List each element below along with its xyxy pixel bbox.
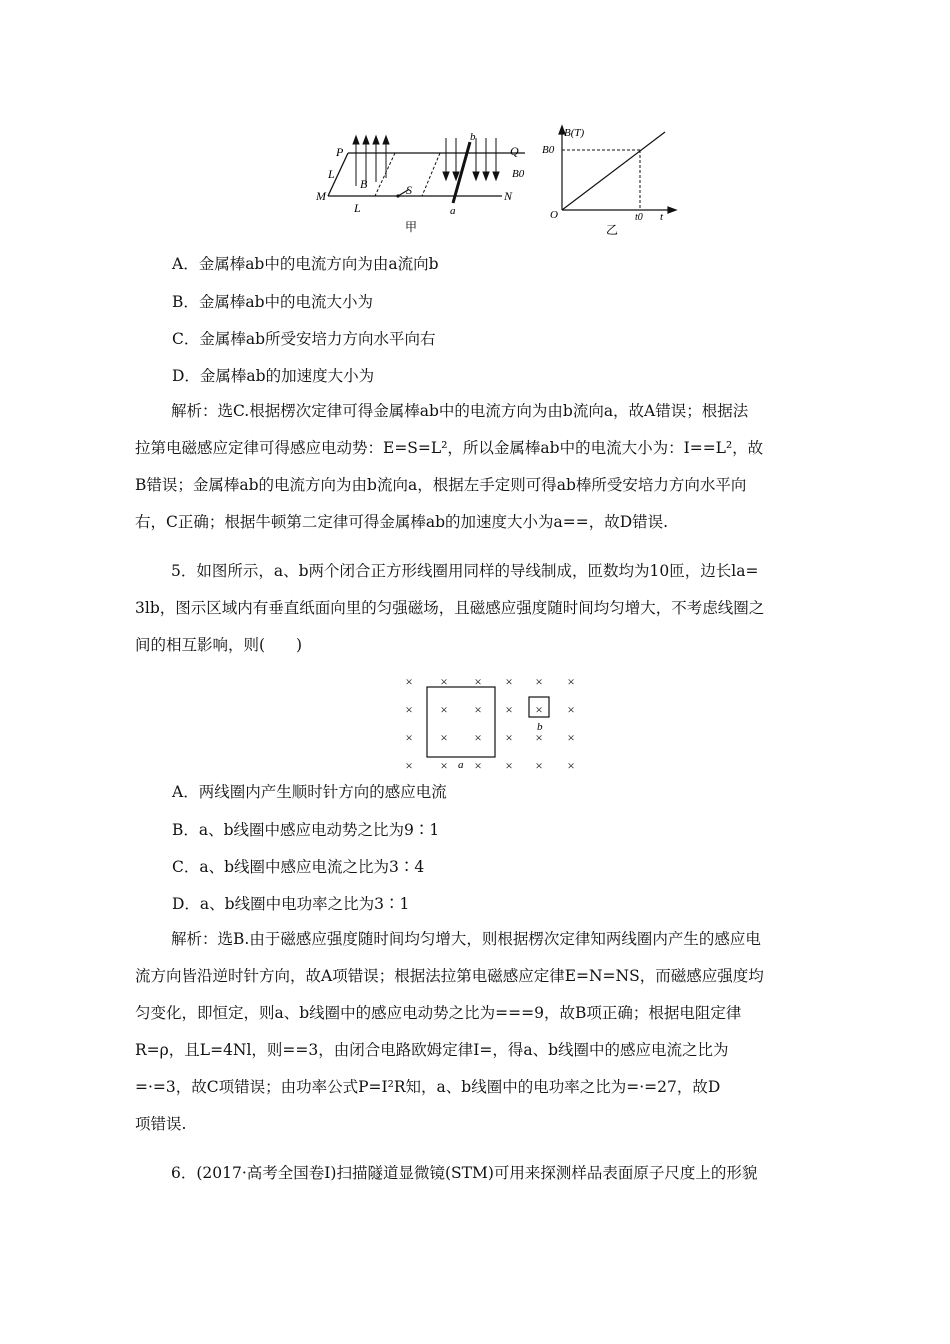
- graph-xtick-t0: t0: [635, 212, 643, 223]
- graph-origin: O: [550, 209, 558, 221]
- figure-coils-field: [398, 672, 588, 772]
- label-B0: B0: [512, 168, 525, 180]
- q4-analysis-line: 右，C正确；根据牛顿第二定律可得金属棒ab的加速度大小为a==，故D错误.: [135, 513, 669, 531]
- q5-analysis-line: 项错误.: [135, 1115, 187, 1133]
- q5-option-d: D．a、b线圈中电功率之比为3∶1: [172, 895, 410, 913]
- svg-text:×: ×: [440, 702, 448, 717]
- coil-a: [427, 687, 495, 757]
- figure-bt-graph: [540, 122, 680, 238]
- svg-text:×: ×: [505, 674, 513, 689]
- figure-rails-diagram: [310, 128, 540, 236]
- svg-text:×: ×: [405, 674, 413, 689]
- svg-text:×: ×: [535, 702, 543, 717]
- svg-text:×: ×: [567, 674, 575, 689]
- svg-text:×: ×: [405, 758, 413, 772]
- graph-ytick-B0: B0: [542, 144, 555, 156]
- q5-option-a: A．两线圈内产生顺时针方向的感应电流: [172, 783, 447, 801]
- q5-stem-line: 5．如图所示，a、b两个闭合正方形线圈用同样的导线制成，匝数均为10匝，边长la=: [171, 562, 759, 580]
- q4-option-c: C．金属棒ab所受安培力方向水平向右: [172, 330, 436, 348]
- label-a: a: [450, 205, 456, 217]
- svg-text:×: ×: [505, 702, 513, 717]
- svg-text:×: ×: [535, 730, 543, 745]
- coil-a-label: a: [458, 759, 464, 771]
- svg-text:×: ×: [440, 730, 448, 745]
- label-P: P: [336, 145, 344, 159]
- graph-xlabel: t: [660, 211, 664, 223]
- q4-option-a: A．金属棒ab中的电流方向为由a流向b: [172, 255, 439, 273]
- svg-text:×: ×: [567, 758, 575, 772]
- q4-option-d: D．金属棒ab的加速度大小为: [172, 367, 375, 385]
- caption-yi: 乙: [606, 223, 619, 237]
- label-Q: Q: [510, 144, 519, 158]
- svg-text:×: ×: [535, 674, 543, 689]
- label-L-bottom: L: [354, 201, 361, 215]
- q5-analysis: [135, 921, 815, 1143]
- q4-analysis: [135, 393, 815, 541]
- q5-analysis-line: 流方向皆沿逆时针方向，故A项错误；根据法拉第电磁感应定律E=N=NS，而磁感应强度均: [135, 967, 764, 985]
- q5-analysis-line: 解析：选B.由于磁感应强度随时间均匀增大，则根据楞次定律知两线圈内产生的感应电: [171, 930, 761, 948]
- q5-analysis-line: R=ρ，且L=4Nl，则==3，由闭合电路欧姆定律I=，得a、b线圈中的感应电流之比为: [135, 1041, 729, 1059]
- label-M: M: [316, 189, 326, 203]
- svg-text:×: ×: [505, 730, 513, 745]
- svg-text:×: ×: [535, 758, 543, 772]
- q6-stem: [135, 1155, 815, 1192]
- svg-text:×: ×: [567, 730, 575, 745]
- q4-option-b: B．金属棒ab中的电流大小为: [172, 293, 374, 311]
- q5-analysis-line: 匀变化，即恒定，则a、b线圈中的感应电动势之比为===9，故B项正确；根据电阻定律: [135, 1004, 742, 1022]
- label-B: B: [360, 177, 368, 191]
- label-b: b: [470, 131, 476, 143]
- svg-text:×: ×: [440, 758, 448, 772]
- q4-analysis-line: B错误；金属棒ab的电流方向为由b流向a，根据左手定则可得ab棒所受安培力方向水平向: [135, 476, 747, 494]
- q5-option-b: B．a、b线圈中感应电动势之比为9∶1: [172, 821, 440, 839]
- q5-stem-line: 间的相互影响，则( ): [135, 636, 303, 654]
- q5-option-c: C．a、b线圈中感应电流之比为3∶4: [172, 858, 425, 876]
- q5-stem-line: 3lb，图示区域内有垂直纸面向里的匀强磁场，且磁感应强度随时间均匀增大，不考虑线圈之: [135, 599, 765, 617]
- q5-stem: [135, 553, 815, 664]
- caption-jia: 甲: [405, 220, 418, 234]
- svg-text:×: ×: [474, 674, 482, 689]
- svg-text:×: ×: [474, 730, 482, 745]
- svg-text:×: ×: [440, 674, 448, 689]
- svg-text:×: ×: [405, 730, 413, 745]
- q5-analysis-line: =·=3，故C项错误；由功率公式P=I²R知，a、b线圈中的电功率之比为=·=27，故D: [135, 1078, 721, 1096]
- label-N: N: [504, 189, 513, 203]
- svg-text:×: ×: [505, 758, 513, 772]
- q4-analysis-line: 解析：选C.根据楞次定律可得金属棒ab中的电流方向为由b流向a，故A错误；根据法: [171, 402, 749, 420]
- graph-ylabel: B(T): [564, 127, 585, 139]
- q4-analysis-line: 拉第电磁感应定律可得感应电动势：E=S=L²，所以金属棒ab中的电流大小为：I==L²，故: [135, 439, 764, 457]
- svg-text:×: ×: [567, 702, 575, 717]
- svg-text:×: ×: [474, 702, 482, 717]
- svg-text:×: ×: [474, 758, 482, 772]
- coil-b-label: b: [537, 721, 543, 733]
- label-L-left: L: [328, 167, 335, 181]
- label-S: S: [406, 183, 412, 197]
- svg-text:×: ×: [405, 702, 413, 717]
- b-line: [562, 132, 665, 210]
- q6-stem-line: 6．(2017·高考全国卷Ⅰ)扫描隧道显微镜(STM)可用来探测样品表面原子尺度上的形貌: [171, 1164, 758, 1182]
